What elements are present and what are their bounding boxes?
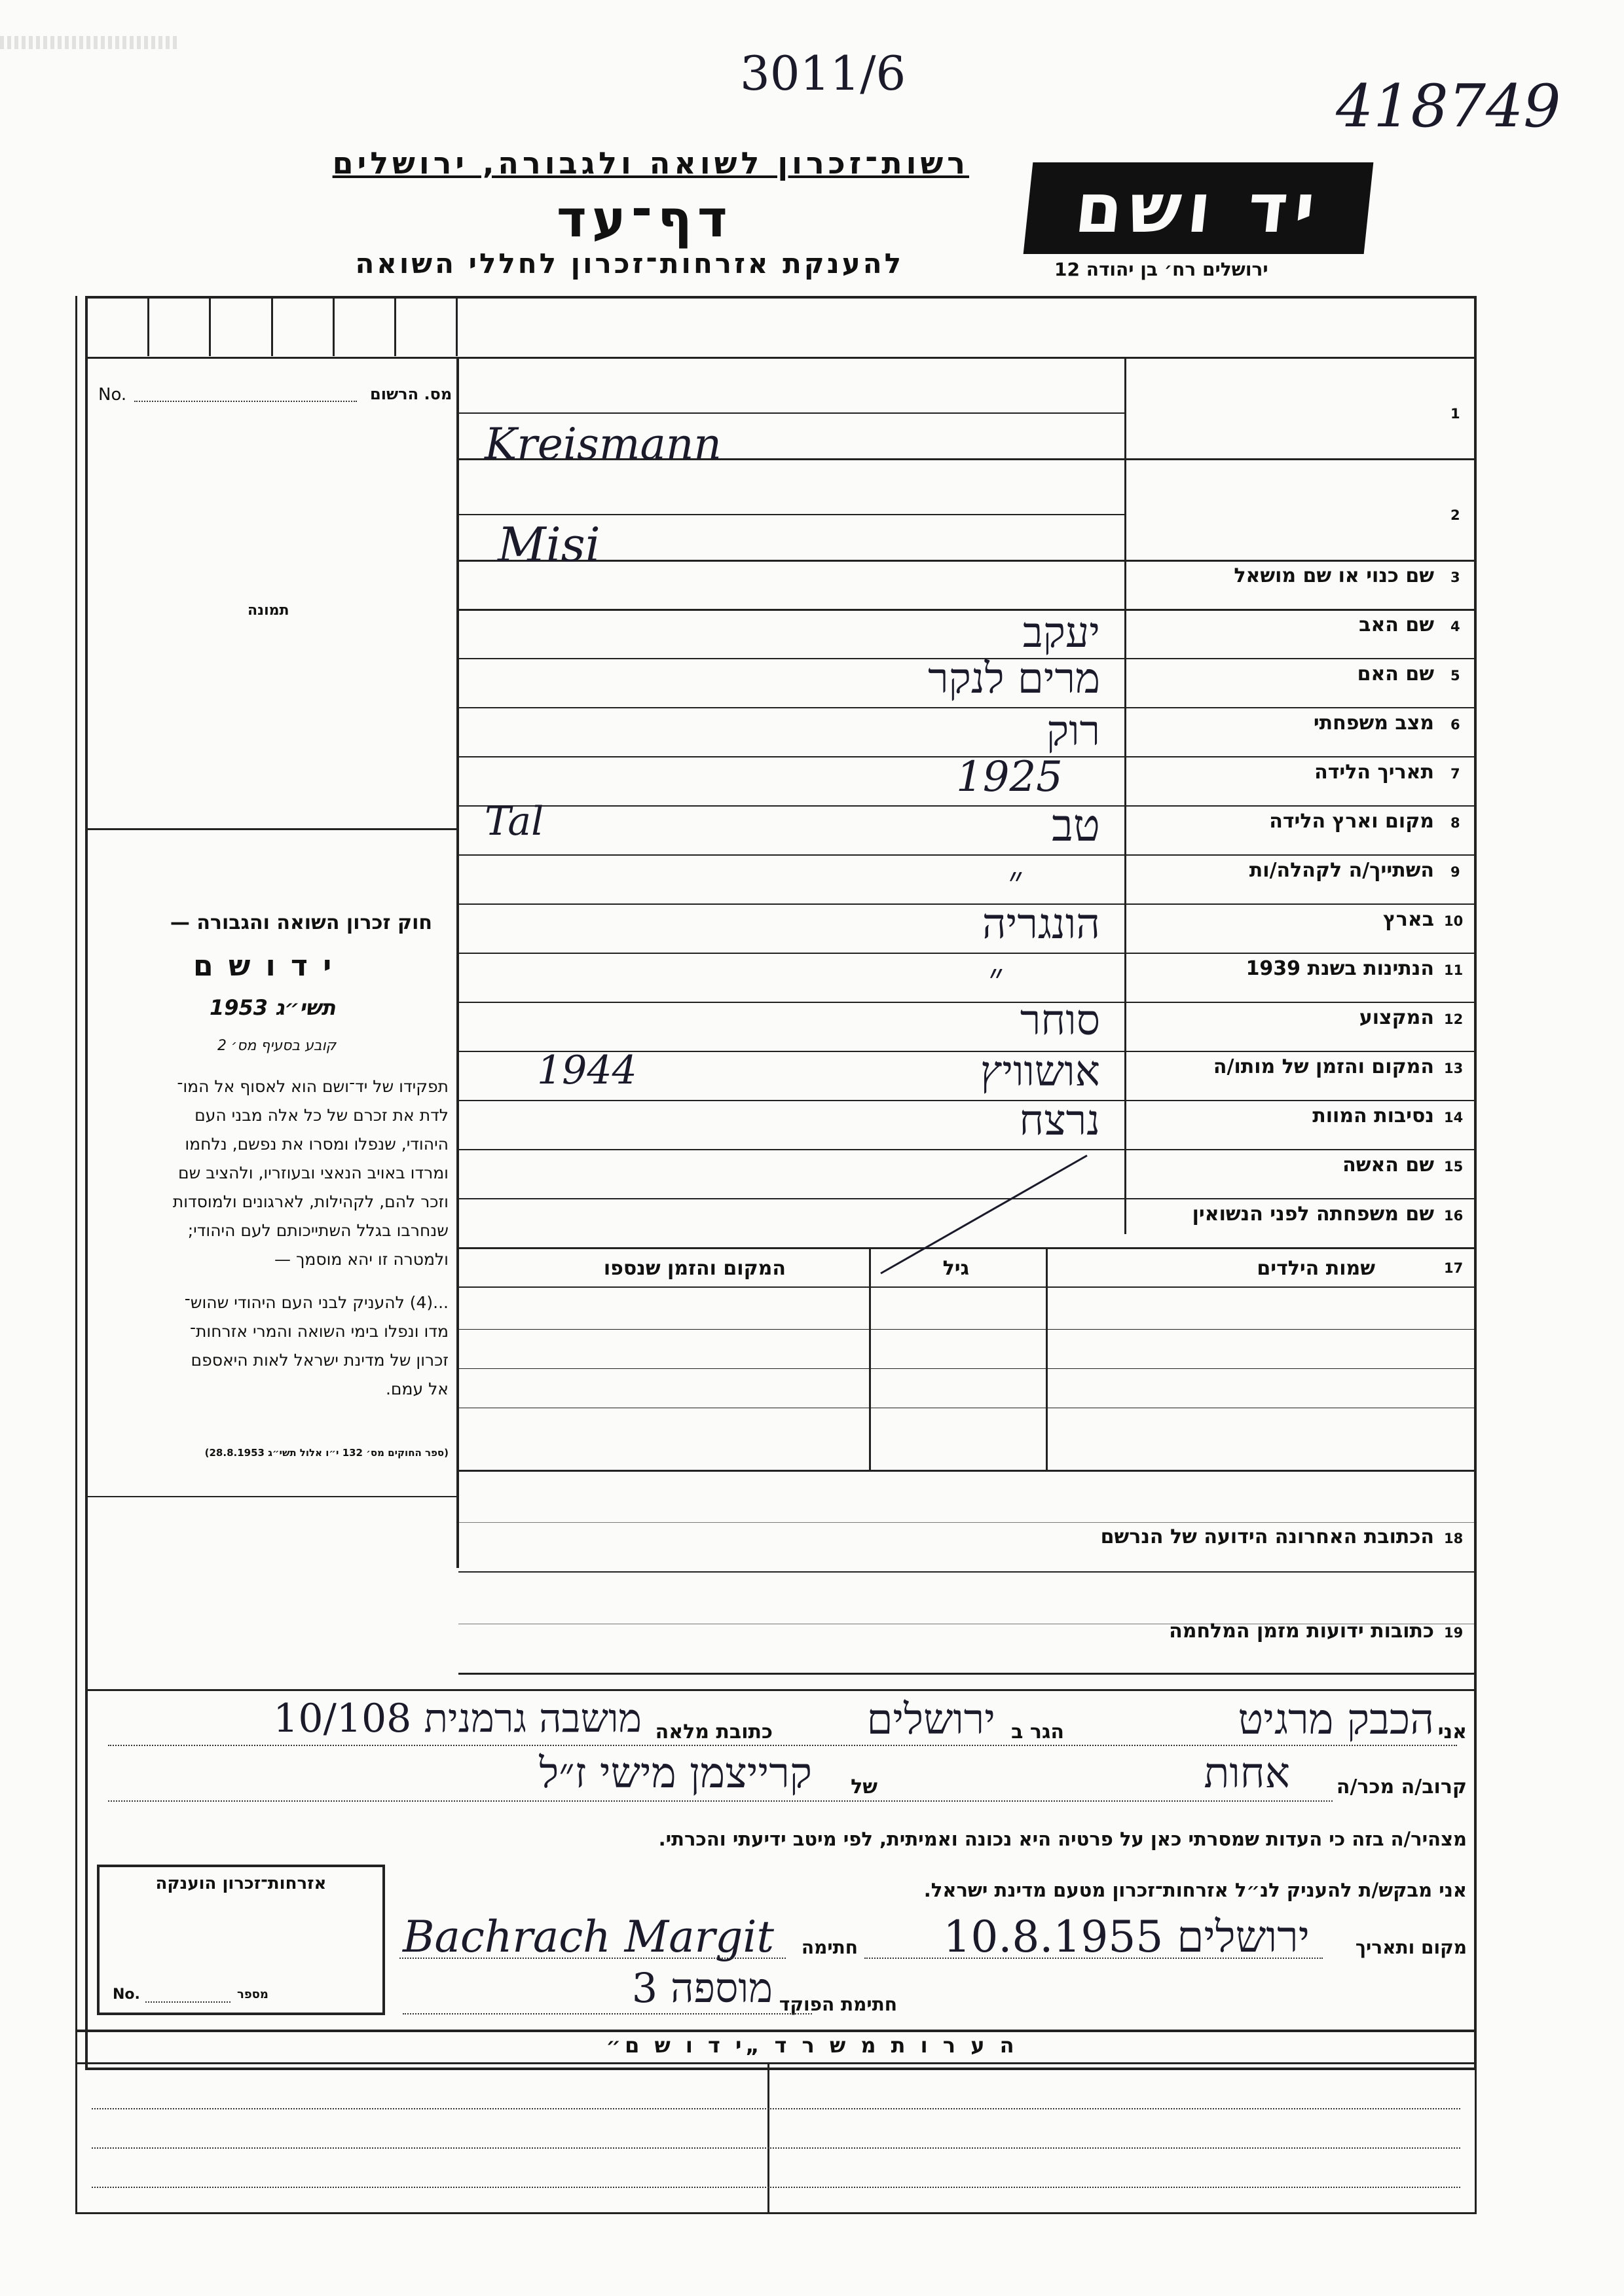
surname-latin[interactable]: Kreismann: [485, 419, 722, 469]
scan-noise: [0, 36, 177, 49]
profession[interactable]: סוחר: [1020, 996, 1100, 1045]
reg-no-hebrew: מס. הרשום: [370, 385, 452, 403]
field-number: 9: [1450, 864, 1460, 880]
field-number: 6: [1450, 717, 1460, 733]
death-year[interactable]: 1944: [537, 1048, 637, 1093]
law-clause: קובע בסעיף מס׳ 2: [217, 1038, 337, 1054]
law-text-2: ...(4) להעניק לבני העם היהודי שהוש־ מדו ונפלו בימי השואה והמרי אזרחות־ זכרון של מדינת ישראל לאות היאספם אל עמם.: [184, 1293, 449, 1398]
field-number: 14: [1444, 1110, 1464, 1125]
place-date-label: מקום ותאריך: [1355, 1937, 1467, 1958]
law-text: תפקידו של יד־ושם הוא לאסוף אל המו־ לדת את זכרם של כל אלה מבני העם היהודי, שנפלו ומסרו את נפשם, נלחמו ומרדו באויב הנאצי ובעוזריו, ולהציב שם וזכר להם, לקהילות, לארגונים ולמוסדות שנחרבו בגלל השתייכותם לעם היהודי; ולמטרה זו יהא מוסמך —: [172, 1077, 449, 1269]
full-address-label: כתובת מלאה: [655, 1721, 773, 1743]
field-label-wife: שם האשה: [1342, 1154, 1434, 1176]
field-label-birthdate: תאריך הלידה: [1314, 761, 1434, 784]
reg-no-label: No.: [98, 385, 127, 405]
children-names-header: שמות הילדים: [1257, 1257, 1375, 1280]
field-number: 11: [1444, 962, 1464, 978]
field-label-birthplace: מקום וארץ הלידה: [1269, 810, 1434, 833]
field-label-profession: המקצוע: [1359, 1006, 1434, 1029]
field-label-country: בארץ: [1382, 908, 1434, 931]
field-number: 13: [1444, 1061, 1464, 1076]
notes-title: ה ע ר ו ת מ ש ר ד „י ד ו ש ם״: [606, 2033, 1018, 2058]
citizenship-1939[interactable]: ״: [989, 955, 1004, 1000]
crossout-stroke: [877, 1152, 1094, 1277]
field-number: 12: [1444, 1011, 1464, 1027]
of-label: של: [851, 1776, 877, 1798]
official-signature[interactable]: מוספה 3: [631, 1964, 773, 2012]
birth-place-latin[interactable]: Tal: [485, 799, 544, 845]
community[interactable]: ״: [1008, 858, 1024, 903]
children-place-header: המקום והזמן שנספו: [603, 1257, 786, 1280]
field-number: 5: [1450, 668, 1460, 683]
relation[interactable]: אחות: [1204, 1749, 1290, 1798]
field-label-father: שם האב: [1359, 613, 1434, 636]
field-label-citizenship: הנתינות בשנת 1939: [1246, 957, 1434, 980]
first-name-latin[interactable]: Misi: [498, 517, 600, 572]
children-age-header: גיל: [942, 1257, 969, 1280]
form-title: דף־עד: [557, 190, 733, 249]
code-boxes: [88, 299, 458, 356]
field-number: 10: [1444, 913, 1464, 929]
marital-status[interactable]: רוק: [1046, 707, 1100, 756]
declarant-city[interactable]: ירושלים: [866, 1696, 995, 1744]
mother-name[interactable]: מרים לנקר: [928, 655, 1100, 703]
i-am-label: אני: [1437, 1721, 1467, 1743]
yad-vashem-logo: יד ושם: [1024, 162, 1374, 254]
birth-place-hebrew[interactable]: טב: [1052, 800, 1100, 852]
field-label-circumstances: נסיבות המוות: [1312, 1104, 1434, 1127]
field-label-marital: מצב משפחתי: [1313, 712, 1434, 735]
field-number: 7: [1450, 766, 1460, 782]
field-label-death: המקום והזמן של מותו/ה: [1213, 1055, 1434, 1078]
field-label-mother: שם האם: [1357, 663, 1434, 685]
authority-name: רשות־זכרון לשואה ולגבורה, ירושלים: [332, 145, 969, 181]
declarant-address[interactable]: מושבה גרמנית 10/108: [273, 1696, 642, 1741]
law-year: תשי״ג 1953: [210, 995, 336, 1020]
field-number: 1: [1450, 406, 1460, 422]
last-address-label: הכתובת האחרונה הידועה של הנרשם: [1100, 1525, 1434, 1548]
declare-text: מצהיר/ה בזה כי העדות שמסרתי כאן על פרטיה היא נכונה ואמיתית, לפי מיטב ידיעתי והכרתי.: [658, 1828, 1467, 1850]
father-name[interactable]: יעקב: [1022, 609, 1100, 657]
request-text: אני מבקש/ת להעניק לנ״ל אזרחות־זכרון מטעם מדינת ישראל.: [923, 1879, 1467, 1901]
yad-vashem-address: ירושלים רח׳ בן יהודה 12: [1054, 259, 1268, 280]
page-number: 418749: [1336, 72, 1561, 141]
stamp-no-hebrew: מספר: [237, 1988, 268, 2001]
law-ref: (ספר החוקים מס׳ 132 י״ו אלול תשי״ג 28.8.1953): [204, 1447, 449, 1459]
residing-label: הגר ב: [1011, 1721, 1064, 1743]
signature-label: חתימה: [801, 1937, 858, 1958]
stamp-no: No.: [113, 1986, 140, 2003]
law-title: חוק זכרון השואה והגבורה —: [170, 911, 432, 934]
field-number: 8: [1450, 815, 1460, 831]
archive-code: 3011/6: [740, 46, 906, 101]
of-name[interactable]: קרייצמן מישי ז״ל: [539, 1749, 812, 1798]
death-place[interactable]: אושוויץ: [980, 1048, 1100, 1096]
field-number: 19: [1444, 1625, 1464, 1641]
birth-date[interactable]: 1925: [956, 753, 1063, 801]
field-label-community: השתייך/ה לקהלה/ות: [1249, 859, 1434, 882]
relative-label: קרוב/ה מכר/ה: [1336, 1776, 1467, 1798]
place-date[interactable]: ירושלים 10.8.1955: [943, 1912, 1310, 1962]
law-name: י ד ו ש ם: [193, 949, 335, 983]
stamp-title: אזרחות־זכרון הוענקה: [155, 1874, 327, 1893]
field-label-maiden: שם משפחתה לפני הנשואין: [1192, 1203, 1434, 1226]
field-number: 2: [1450, 507, 1460, 523]
declarant-name[interactable]: הכבק מרגיט: [1238, 1696, 1434, 1744]
field-number: 15: [1444, 1159, 1464, 1175]
official-label: חתימת הפוקד: [779, 1994, 897, 2015]
photo-label: תמונה: [248, 602, 289, 619]
field-label-nickname: שם כנוי או שם מושאל: [1234, 564, 1434, 587]
field-number: 4: [1450, 619, 1460, 634]
signature[interactable]: Bachrach Margit: [403, 1912, 775, 1962]
death-circumstances[interactable]: נרצח: [1019, 1097, 1100, 1145]
field-number: 3: [1450, 570, 1460, 585]
war-address-label: כתובות ידועות מזמן המלחמה: [1169, 1620, 1434, 1643]
field-number: 16: [1444, 1208, 1464, 1224]
field-number: 18: [1444, 1531, 1464, 1546]
form-subtitle: להענקת אזרחות־זכרון לחללי השואה: [355, 247, 904, 280]
field-number: 17: [1444, 1260, 1464, 1276]
memorial-citizenship-box: [97, 1865, 385, 2015]
country[interactable]: הונגריה: [982, 900, 1100, 949]
